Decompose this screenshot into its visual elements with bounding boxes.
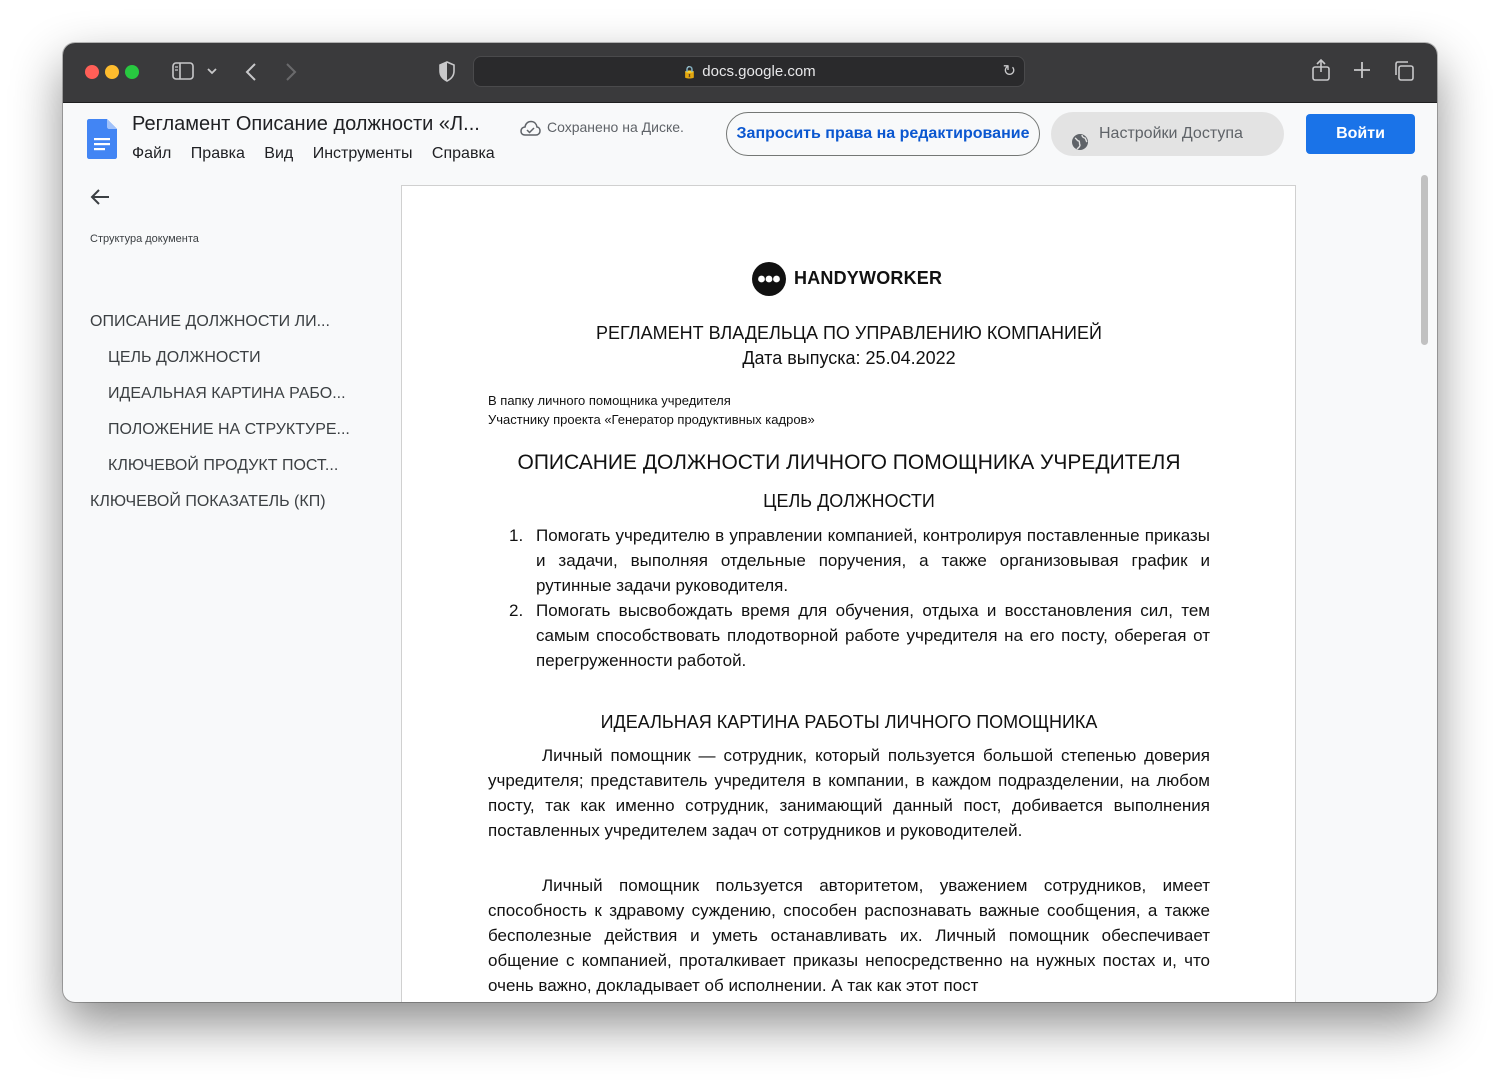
back-icon[interactable]	[244, 62, 258, 86]
document-title[interactable]: Регламент Описание должности «Л...	[132, 113, 480, 135]
outline-item-key-indicator[interactable]: КЛЮЧЕВОЙ ПОКАЗАТЕЛЬ (КП)	[90, 493, 326, 510]
goal-list	[509, 523, 1210, 673]
paragraph: Личный помощник — сотрудник, который пользуется большой степенью доверия учредителя; представитель учредителя в компании, в каждом подразделении, на любом посту, так как именно сотрудник, занимающий данный пост, добивается выполнения поставленных учредителем задач от сотрудников и руководителей.	[488, 746, 1210, 840]
menu-bar	[132, 145, 510, 163]
menu-edit[interactable]: Правка	[190, 145, 245, 162]
addressee-line: В папку личного помощника учредителя	[488, 393, 731, 408]
menu-tools[interactable]: Инструменты	[312, 145, 413, 162]
document-page[interactable]	[401, 185, 1296, 1002]
sidebar-toggle-icon[interactable]	[172, 62, 194, 84]
request-edit-access-button[interactable]: Запросить права на редактирование	[726, 112, 1040, 156]
new-tab-icon[interactable]	[1352, 60, 1372, 84]
zoom-window-button[interactable]	[125, 65, 139, 79]
outline-item-key-product[interactable]: КЛЮЧЕВОЙ ПРОДУКТ ПОСТ...	[108, 457, 339, 474]
addressee-line: Участнику проекта «Генератор продуктивных кадров»	[488, 412, 815, 427]
vertical-scrollbar[interactable]	[1419, 173, 1429, 1002]
browser-window	[63, 43, 1437, 1002]
privacy-shield-icon[interactable]	[438, 61, 456, 87]
sign-in-button[interactable]: Войти	[1306, 114, 1415, 154]
access-settings-button[interactable]: Настройки Доступа	[1051, 112, 1284, 156]
outline-heading: Структура документа	[90, 233, 199, 245]
handyworker-logo-icon	[752, 262, 786, 296]
globe-icon	[1071, 125, 1089, 169]
share-icon[interactable]	[1311, 58, 1331, 86]
release-date: Дата выпуска: 25.04.2022	[742, 348, 956, 368]
outline-item-position-description[interactable]: ОПИСАНИЕ ДОЛЖНОСТИ ЛИ...	[90, 313, 330, 330]
paragraph: Личный помощник пользуется авторитетом, уважением сотрудников, имеет способность к здравому суждению, способен распознавать важные сообщения, а также бесполезные действия и уметь останавливать их. Личный помощник обеспечивает общение с компанией, проталкивает приказы непосредственно на нужных постах и, что очень важно, докладывает об исполнении. А так как этот пост	[488, 876, 1210, 995]
lock-icon: 🔒	[682, 65, 698, 79]
docs-header	[63, 103, 1437, 173]
logo-text: HANDYWORKER	[794, 268, 943, 288]
ideal-picture-heading: ИДЕАЛЬНАЯ КАРТИНА РАБОТЫ ЛИЧНОГО ПОМОЩНИКА	[600, 712, 1098, 732]
menu-help[interactable]: Справка	[431, 145, 495, 162]
outline-item-goal[interactable]: ЦЕЛЬ ДОЛЖНОСТИ	[108, 349, 261, 366]
main-heading: ОПИСАНИЕ ДОЛЖНОСТИ ЛИЧНОГО ПОМОЩНИКА УЧРЕДИТЕЛЯ	[517, 451, 1181, 474]
document-outline	[63, 173, 383, 1002]
cloud-done-icon	[520, 120, 541, 139]
reload-icon[interactable]: ↻	[1002, 63, 1016, 80]
tab-overview-icon[interactable]	[1393, 60, 1415, 86]
goal-heading: ЦЕЛЬ ДОЛЖНОСТИ	[763, 491, 935, 511]
address-bar[interactable]	[473, 56, 1025, 87]
menu-file[interactable]: Файл	[132, 145, 172, 162]
list-item: 2. Помогать высвобождать время для обучения, отдыха и восстановления сил, тем самым способствовать плодотворной работе учредителя на его посту, оберегая от перегруженности работой.	[509, 601, 1210, 670]
scrollbar-thumb[interactable]	[1421, 175, 1428, 345]
browser-toolbar	[63, 43, 1437, 103]
minimize-window-button[interactable]	[105, 65, 119, 79]
url-text: docs.google.com	[702, 63, 816, 80]
docs-logo-icon[interactable]	[87, 119, 117, 164]
forward-icon[interactable]	[284, 62, 298, 86]
save-status[interactable]: Сохранено на Диске.	[520, 119, 684, 139]
back-arrow-icon[interactable]	[89, 186, 111, 213]
menu-view[interactable]: Вид	[264, 145, 294, 162]
outline-item-ideal-picture[interactable]: ИДЕАЛЬНАЯ КАРТИНА РАБО...	[108, 385, 346, 402]
list-item: 1. Помогать учредителю в управлении компанией, контролируя поставленные приказы и задачи, выполняя отдельные поручения, а также организовывая график и рутинные задачи руководителя.	[509, 526, 1210, 595]
regulation-title: РЕГЛАМЕНТ ВЛАДЕЛЬЦА ПО УПРАВЛЕНИЮ КОМПАНИЕЙ	[596, 323, 1102, 343]
chevron-down-icon[interactable]	[206, 62, 218, 86]
close-window-button[interactable]	[85, 65, 99, 79]
outline-item-structure-position[interactable]: ПОЛОЖЕНИЕ НА СТРУКТУРЕ...	[108, 421, 350, 438]
